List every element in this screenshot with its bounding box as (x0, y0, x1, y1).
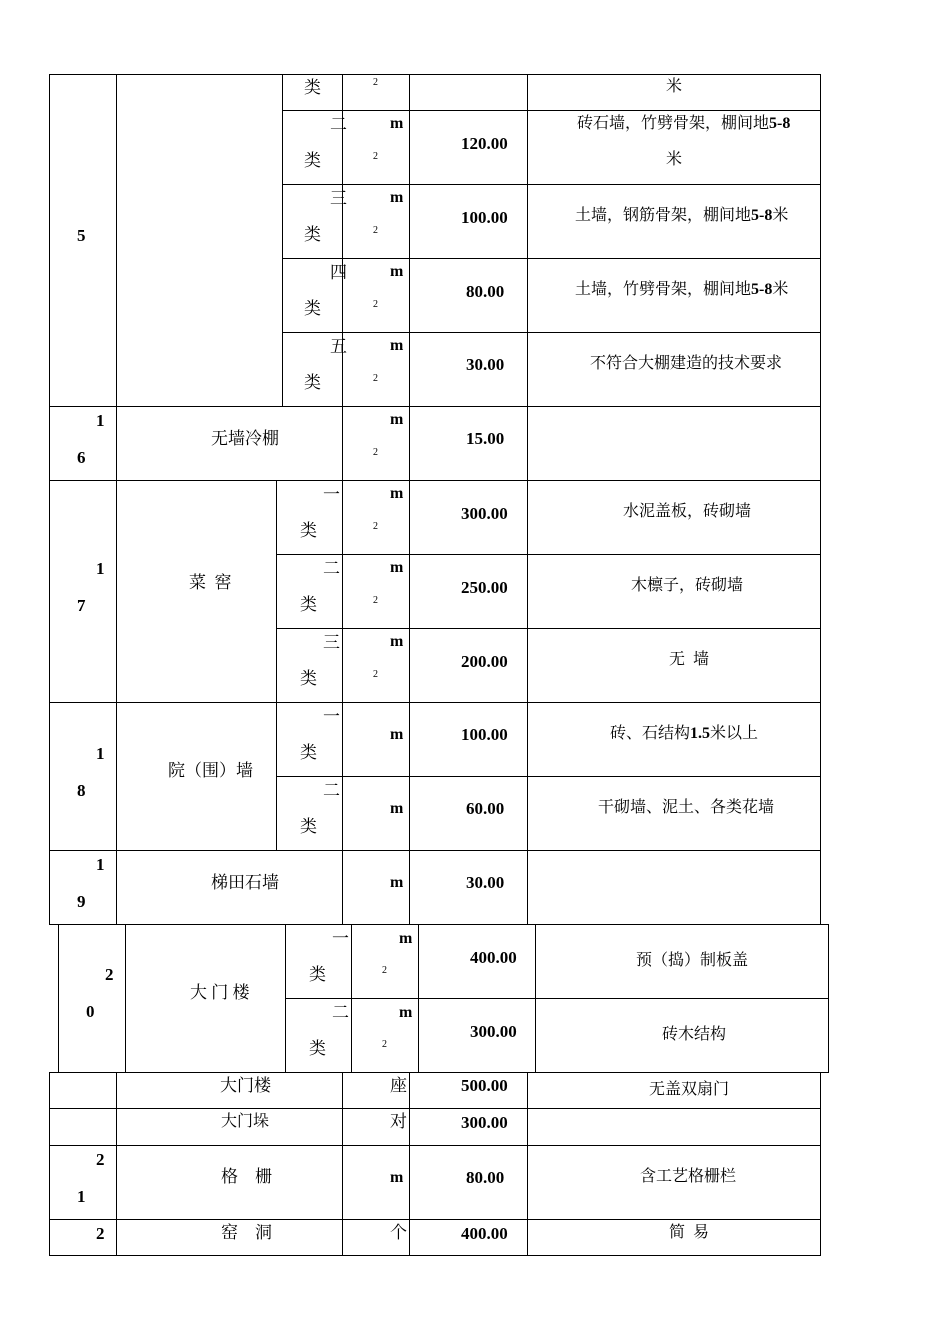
item-name: 大门垛 (221, 1113, 270, 1130)
class-label: 类 (300, 595, 317, 614)
rule (58, 924, 829, 925)
price: 200.00 (461, 652, 508, 671)
price: 30.00 (466, 355, 505, 374)
rule (276, 628, 821, 629)
rule (58, 924, 59, 1072)
unit-superscript: 2 (373, 447, 378, 458)
rule (285, 924, 286, 1072)
unit: 个 (390, 1223, 407, 1242)
note-text: 无 墙 (669, 651, 710, 668)
row-number: 5 (77, 226, 86, 245)
unit: m (399, 1004, 413, 1021)
rule (49, 702, 821, 703)
class-label: 类 (300, 743, 317, 762)
class-label: 一 (332, 929, 349, 948)
note-text: 干砌墙、泥土、各类花墙 (598, 799, 775, 816)
unit-superscript: 2 (382, 965, 387, 976)
note-text: 含工艺格栅栏 (640, 1168, 737, 1185)
item-name: 院（围）墙 (168, 761, 253, 780)
note-text: 预（捣）制板盖 (636, 952, 749, 969)
price: 300.00 (461, 504, 508, 523)
rule (535, 924, 536, 1072)
unit-superscript: 2 (373, 299, 378, 310)
row-number: 1 (96, 559, 105, 578)
rule (49, 74, 50, 925)
unit: m (390, 874, 404, 891)
rule (49, 850, 821, 851)
unit: m (390, 633, 404, 650)
rule (527, 1072, 528, 1256)
unit-superscript: 2 (373, 373, 378, 384)
rule (282, 258, 821, 259)
price: 500.00 (461, 1076, 508, 1095)
note-text: 不符合大棚建造的技术要求 (590, 355, 783, 372)
class-label: 二 (323, 559, 340, 578)
rule (49, 480, 821, 481)
rule (282, 332, 821, 333)
price: 250.00 (461, 578, 508, 597)
unit-superscript: 2 (382, 1039, 387, 1050)
rule (820, 1072, 821, 1256)
note-text: 米 (666, 151, 683, 168)
class-label: 类 (304, 373, 321, 392)
unit-superscript: 2 (373, 77, 378, 88)
unit: 座 (390, 1076, 407, 1095)
class-label: 一 (323, 707, 340, 726)
row-number: 1 (77, 1187, 86, 1206)
class-label: 类 (300, 669, 317, 688)
row-number: 0 (86, 1002, 95, 1021)
rule (418, 924, 419, 1072)
price: 15.00 (466, 429, 505, 448)
unit: m (390, 1169, 404, 1186)
rule (125, 924, 126, 1072)
rule (285, 998, 829, 999)
class-label: 三 (330, 189, 347, 208)
rule (820, 74, 821, 925)
note-text: 土墙，竹劈骨架，棚间地5-8米 (575, 281, 789, 298)
note-text: 砖石墙，竹劈骨架，棚间地5-8 (577, 115, 791, 132)
row-number: 1 (96, 411, 105, 430)
note-text: 无盖双扇门 (649, 1081, 730, 1098)
rule (49, 1145, 821, 1146)
rule (276, 480, 277, 851)
row-number: 2 (96, 1224, 105, 1243)
row-number: 1 (96, 744, 105, 763)
rule (49, 1072, 829, 1073)
class-label: 类 (304, 299, 321, 318)
class-label: 类 (304, 225, 321, 244)
rule (276, 776, 821, 777)
note-text: 水泥盖板，砖砌墙 (623, 503, 752, 520)
unit-superscript: 2 (373, 595, 378, 606)
item-name: 无墙冷棚 (211, 429, 279, 448)
rule (49, 1072, 50, 1256)
class-label: 四 (330, 263, 347, 282)
item-name: 窑 洞 (221, 1223, 272, 1242)
class-label: 类 (304, 151, 321, 170)
item-name: 格 栅 (221, 1167, 272, 1186)
rule (282, 74, 283, 407)
row-number: 7 (77, 596, 86, 615)
unit: m (390, 189, 404, 206)
price: 30.00 (466, 873, 505, 892)
price: 60.00 (466, 799, 505, 818)
row-number: 2 (96, 1150, 105, 1169)
rule (116, 1072, 117, 1256)
rule (49, 74, 821, 75)
item-name: 菜 窖 (189, 573, 232, 592)
unit: m (390, 800, 404, 817)
rule (409, 74, 410, 925)
unit: m (390, 411, 404, 428)
unit: m (390, 337, 404, 354)
row-number: 9 (77, 892, 86, 911)
item-name: 梯田石墙 (211, 873, 279, 892)
unit: m (390, 485, 404, 502)
price: 100.00 (461, 725, 508, 744)
price: 80.00 (466, 282, 505, 301)
price: 300.00 (470, 1022, 517, 1041)
class-label: 三 (323, 633, 340, 652)
class-label: 二 (323, 781, 340, 800)
note-text: 砖、石结构1.5米以上 (610, 725, 759, 742)
rule (527, 74, 528, 925)
note-text: 砖木结构 (662, 1026, 727, 1043)
unit-superscript: 2 (373, 521, 378, 532)
price: 100.00 (461, 208, 508, 227)
rule (49, 1219, 821, 1220)
class-label: 五 (330, 337, 347, 356)
price: 80.00 (466, 1168, 505, 1187)
class-label: 类 (309, 965, 326, 984)
unit: m (390, 559, 404, 576)
row-number: 6 (77, 448, 86, 467)
price: 120.00 (461, 134, 508, 153)
rule (276, 554, 821, 555)
rule (49, 406, 821, 407)
rule (342, 1072, 343, 1256)
class-label: 二 (332, 1003, 349, 1022)
unit-superscript: 2 (373, 669, 378, 680)
item-name: 大门楼 (220, 1076, 271, 1095)
class-label: 类 (300, 817, 317, 836)
note-text: 简 易 (669, 1224, 710, 1241)
unit-superscript: 2 (373, 151, 378, 162)
unit: m (390, 115, 404, 132)
rule (351, 924, 352, 1072)
rule (49, 1108, 821, 1109)
unit: 对 (390, 1112, 407, 1131)
class-label: 类 (304, 78, 321, 97)
rule (282, 184, 821, 185)
unit: m (390, 263, 404, 280)
unit: m (390, 726, 404, 743)
rule (282, 110, 821, 111)
row-number: 2 (105, 965, 114, 984)
item-name: 大 门 楼 (190, 983, 250, 1002)
note-text: 土墙，钢筋骨架，棚间地5-8米 (575, 207, 789, 224)
price: 400.00 (461, 1224, 508, 1243)
class-label: 类 (309, 1039, 326, 1058)
rule (116, 74, 117, 925)
note-text: 米 (666, 78, 683, 95)
price: 300.00 (461, 1113, 508, 1132)
class-label: 二 (330, 115, 347, 134)
rule (49, 1255, 821, 1256)
class-label: 一 (323, 485, 340, 504)
rule (409, 1072, 410, 1256)
class-label: 类 (300, 521, 317, 540)
row-number: 1 (96, 855, 105, 874)
row-number: 8 (77, 781, 86, 800)
unit-superscript: 2 (373, 225, 378, 236)
rule (828, 924, 829, 1072)
note-text: 木檩子，砖砌墙 (631, 577, 744, 594)
unit: m (399, 930, 413, 947)
price: 400.00 (470, 948, 517, 967)
